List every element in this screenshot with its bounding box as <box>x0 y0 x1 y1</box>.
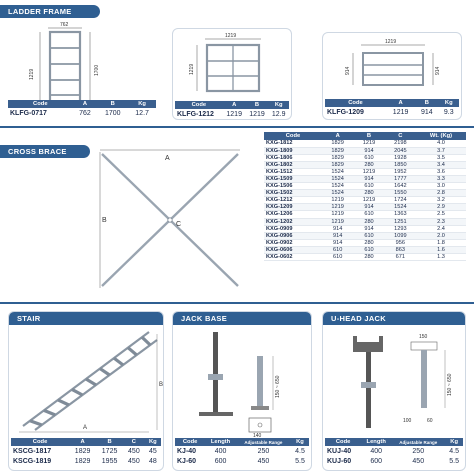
table-row: KXG-1812 1829 1219 2198 4.0 <box>264 140 466 147</box>
table-row: KXG-0902 914 280 956 1.8 <box>264 239 466 246</box>
table-row: KXG-0909 914 914 1293 2.4 <box>264 225 466 232</box>
u-head-jack-panel <box>322 311 466 471</box>
table-row: KLFG-0717 762 1700 12.7 <box>10 109 149 117</box>
table-row: KXG-1506 1524 610 1642 3.0 <box>264 183 466 190</box>
col-b: B <box>97 100 128 108</box>
col-code: Code <box>8 100 73 108</box>
stair-tread <box>58 400 69 405</box>
table-row: KXG-0606 610 610 863 1.6 <box>264 246 466 253</box>
table-row: KUJ-40 400 250 4.5 <box>327 447 460 455</box>
stair-tread <box>30 421 42 425</box>
jack-base-drawing <box>173 326 311 438</box>
svg-text:914: 914 <box>435 66 441 75</box>
stair-tread <box>142 337 150 345</box>
table-row: KLFG-1209 1219 914 9.3 <box>327 108 454 116</box>
uhead-dim-1: 150 <box>419 334 428 340</box>
table-row: KXG-1212 1219 1219 1724 3.2 <box>264 197 466 204</box>
ladder-frame-1212-panel <box>172 28 292 120</box>
table-row: KXG-1802 1829 280 1850 3.4 <box>264 161 466 168</box>
col-a: A <box>73 100 98 108</box>
section-header-jack-base: JACK BASE <box>173 312 311 325</box>
dim-w1: 762 <box>60 22 69 28</box>
table-row: KJ-60 600 450 5.5 <box>177 457 305 465</box>
table-row: KXG-1209 1219 914 1524 2.9 <box>264 204 466 211</box>
table-row: KSCG-1817 1829 1725 450 45 <box>13 447 157 455</box>
ladder-frame-0717-drawing <box>20 20 140 110</box>
label-c: C <box>176 221 182 228</box>
table-row: KXG-1806 1829 610 1928 3.5 <box>264 154 466 161</box>
u-head-jack-drawing <box>323 326 465 438</box>
stair-tread <box>86 379 96 385</box>
stair-drawing <box>9 326 163 436</box>
table-row: KSCG-1819 1829 1955 450 48 <box>13 457 157 465</box>
dim-w2: 1219 <box>225 33 237 39</box>
stair-tread <box>114 358 123 365</box>
dim-h1: 1219 <box>29 68 35 80</box>
label-a: A <box>165 155 170 162</box>
dim-h3: 1219 <box>189 63 195 75</box>
table-row: KJ-40 400 250 4.5 <box>177 447 305 455</box>
table-row: KLFG-1212 1219 1219 12.9 <box>177 110 286 118</box>
table-row: KXG-1206 1219 610 1363 2.5 <box>264 211 466 218</box>
stair-table: Code A B C Kg KSCG-1817 1829 1725 450 45 KSCG-1819 1829 1955 450 48 <box>11 438 161 466</box>
stair-tread <box>128 348 137 355</box>
ladder-frame-1209-panel <box>322 32 462 120</box>
stair-panel <box>8 311 164 471</box>
section-header-stair: STAIR <box>9 312 163 325</box>
ladder-table-2: Code A B Kg KLFG-1212 1219 1219 12.9 <box>175 101 289 119</box>
stair-tread <box>100 369 110 375</box>
jack-base-panel <box>172 311 312 471</box>
section-header-cross-brace: CROSS BRACE <box>0 145 90 158</box>
uhead-dim-4: 60 <box>427 418 433 424</box>
uhead-dim-2: 150 ~ 650 <box>447 373 453 396</box>
table-row: KXG-1509 1524 914 1777 3.3 <box>264 175 466 182</box>
label-b: B <box>102 217 107 224</box>
jack-dim-1: 150 ~ 650 <box>275 375 281 398</box>
stair-tread <box>72 389 82 395</box>
ladder-frame-1209-drawing <box>323 35 461 97</box>
ladder-frame-1212-drawing <box>173 31 291 101</box>
section-divider <box>0 126 474 128</box>
section-header-u-head-jack: U-HEAD JACK <box>323 312 465 325</box>
dim-h4: 914 <box>345 66 351 75</box>
stair-label-b: B <box>159 382 163 388</box>
dim-h2: 1700 <box>94 64 100 76</box>
stair-tread <box>44 410 55 415</box>
ladder-table-3: Code A B Kg KLFG-1209 1219 914 9.3 <box>325 99 459 117</box>
jack-dim-2: 140 <box>253 433 262 438</box>
col-kg: Kg <box>128 100 156 108</box>
table-row: KXG-0906 914 610 1099 2.0 <box>264 232 466 239</box>
ladder-table-1 <box>8 100 156 118</box>
uhead-dim-3: 100 <box>403 418 412 424</box>
table-row: KXG-0602 610 280 671 1.3 <box>264 254 466 261</box>
u-head-jack-table: Code Length Adjustable Range Kg KUJ-40 400 250 4.5 KUJ-60 600 450 5.5 <box>325 438 463 466</box>
cross-brace-table: Code A B C Wt. (Kg) KXG-1812 1829 1219 2198 4.0 KXG-1809 1829 914 2045 3.7 KXG-1806 1829 610 1928 3.5 KXG-1802 1829 280 1850 3.4 KXG-1512 1524 1219 1952 3.6 KXG-1509 1524 914 1777 3.3 KXG-1506 1524 610 1642 3.0 KXG-1502 1524 280 1550 2.8 KXG-1212 1219 1219 1724 3.2 KXG-1209 1219 914 1524 2.9 KXG-1206 1219 610 1363 2.5 KXG-1202 1219 280 1251 2.3 KXG-0909 914 914 1293 2.4 KXG-0906 914 610 1099 2.0 KXG-0902 914 280 956 1.8 KXG-0606 610 610 863 1.6 KXG-0602 610 280 671 1.3 <box>264 132 466 261</box>
cross-brace-rows <box>264 140 466 261</box>
cross-brace-drawing <box>90 142 260 298</box>
jack-base-table: Code Length Adjustable Range Kg KJ-40 400 250 4.5 KJ-60 600 450 5.5 <box>175 438 309 466</box>
stair-label-a: A <box>83 425 88 431</box>
dim-w3: 1219 <box>385 39 397 45</box>
table-row: KXG-1512 1524 1219 1952 3.6 <box>264 168 466 175</box>
table-row: KXG-1809 1829 914 2045 3.7 <box>264 147 466 154</box>
table-row: KXG-1502 1524 280 1550 2.8 <box>264 190 466 197</box>
table-row: KUJ-60 600 450 5.5 <box>327 457 460 465</box>
table-row: KXG-1202 1219 280 1251 2.3 <box>264 218 466 225</box>
section-header-ladder-frame: LADDER FRAME <box>0 5 100 18</box>
section-divider <box>0 302 474 304</box>
